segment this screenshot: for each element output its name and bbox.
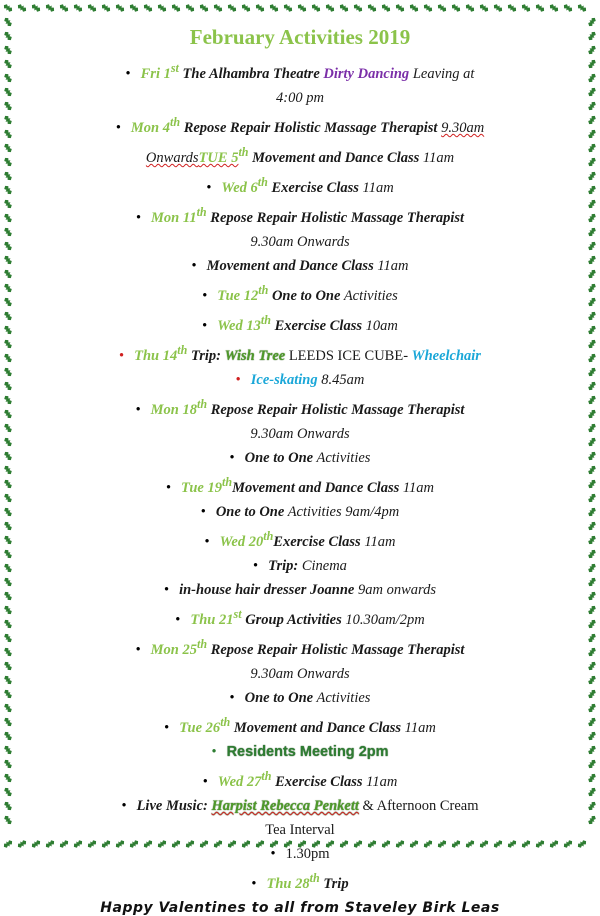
bullet-icon: • — [164, 581, 170, 598]
holly-leaf-icon — [587, 282, 598, 294]
holly-leaf-icon — [3, 170, 14, 182]
holly-leaf-icon — [587, 58, 598, 70]
holly-leaf-icon — [394, 3, 406, 14]
bullet-icon: • — [115, 119, 121, 136]
holly-leaf-icon — [587, 800, 598, 812]
page-title: February Activities 2019 — [189, 25, 411, 49]
holly-leaf-icon — [3, 114, 14, 126]
bullet-icon: • — [204, 533, 210, 550]
holly-leaf-icon — [3, 660, 14, 672]
holly-leaf-icon — [296, 3, 308, 14]
holly-leaf-icon — [587, 618, 598, 630]
bullet-icon: • — [165, 479, 172, 496]
holly-leaf-icon — [587, 786, 598, 798]
bullet-icon: • — [211, 743, 217, 760]
holly-leaf-icon — [587, 380, 598, 392]
holly-leaf-icon — [587, 590, 598, 602]
bullet-icon: • — [164, 719, 170, 736]
bullet-icon: • — [206, 179, 212, 196]
holly-leaf-icon — [338, 3, 350, 14]
list-item: 9.30am Onwards — [250, 233, 350, 250]
list-item: • One to One Activities — [229, 689, 371, 706]
holly-leaf-icon — [587, 86, 598, 98]
holly-leaf-icon — [587, 44, 598, 56]
holly-leaf-icon — [492, 3, 504, 14]
holly-leaf-icon — [587, 436, 598, 448]
holly-leaf-icon — [254, 3, 266, 14]
holly-leaf-icon — [156, 3, 168, 14]
bullet-icon: • — [229, 449, 235, 466]
holly-leaf-icon — [576, 839, 588, 850]
bullet-icon: • — [229, 689, 235, 706]
holly-leaf-icon — [3, 646, 14, 658]
holly-leaf-icon — [587, 688, 598, 700]
holly-leaf-icon — [3, 506, 14, 518]
list-item: • Wed 20thExercise Class 11am — [204, 528, 396, 550]
holly-leaf-icon — [587, 478, 598, 490]
bullet-icon: • — [135, 641, 141, 658]
holly-leaf-icon — [3, 674, 14, 686]
holly-leaf-icon — [282, 3, 294, 14]
holly-leaf-icon — [587, 632, 598, 644]
bullet-icon: • — [200, 503, 206, 520]
holly-leaf-icon — [587, 772, 598, 784]
holly-leaf-icon — [587, 730, 598, 742]
holly-leaf-icon — [587, 310, 598, 322]
list-item: • Wed 13th Exercise Class 10am — [202, 312, 398, 334]
list-item: • Tue 19thMovement and Dance Class 11am — [165, 474, 435, 496]
holly-leaf-icon — [3, 58, 14, 70]
holly-leaf-icon — [2, 3, 14, 14]
holly-leaf-icon — [587, 198, 598, 210]
list-item: 9.30am Onwards — [250, 425, 350, 442]
holly-leaf-icon — [3, 324, 14, 336]
holly-leaf-icon — [212, 3, 224, 14]
holly-leaf-icon — [587, 562, 598, 574]
bullet-icon: • — [119, 347, 125, 364]
holly-leaf-icon — [3, 352, 14, 364]
holly-leaf-icon — [464, 3, 476, 14]
holly-leaf-icon — [408, 3, 420, 14]
bullet-icon: • — [253, 557, 259, 574]
holly-leaf-icon — [3, 254, 14, 266]
holly-leaf-icon — [3, 86, 14, 98]
holly-leaf-icon — [3, 702, 14, 714]
holly-leaf-icon — [226, 3, 238, 14]
holly-leaf-icon — [324, 3, 336, 14]
holly-leaf-icon — [3, 478, 14, 490]
holly-leaf-icon — [3, 282, 14, 294]
list-item: • Thu 28th Trip — [251, 871, 349, 893]
holly-leaf-icon — [587, 548, 598, 560]
holly-leaf-icon — [86, 3, 98, 14]
bullet-icon: • — [135, 209, 142, 226]
holly-leaf-icon — [3, 520, 14, 532]
holly-leaf-icon — [3, 604, 14, 616]
list-item: • Trip: Cinema — [253, 557, 347, 574]
bullet-icon: • — [202, 773, 208, 790]
list-item: • Thu 14th Trip: Wish Tree LEEDS ICE CUBE- Wheelchair — [119, 342, 481, 364]
holly-leaf-icon — [310, 3, 322, 14]
list-item: • Ice-skating 8.45am — [235, 371, 365, 388]
holly-leaf-icon — [240, 3, 252, 14]
holly-leaf-icon — [548, 3, 560, 14]
list-item: • Residents Meeting 2pm — [211, 743, 389, 760]
holly-leaf-icon — [587, 576, 598, 588]
holly-leaf-icon — [587, 534, 598, 546]
bullet-icon: • — [251, 876, 257, 893]
holly-leaf-icon — [3, 156, 14, 168]
list-item: • Fri 1st The Alhambra Theatre Dirty Dancing Leaving at — [125, 61, 475, 82]
list-item: • Wed 27th Exercise Class 11am — [202, 769, 398, 790]
holly-leaf-icon — [128, 3, 140, 14]
holly-leaf-icon — [587, 324, 598, 336]
holly-leaf-icon — [587, 520, 598, 532]
holly-leaf-icon — [587, 492, 598, 504]
bullet-icon: • — [175, 611, 181, 628]
footer-message: Happy Valentines to all from Staveley Birk Leas — [100, 900, 500, 916]
list-item: • Mon 11th Repose Repair Holistic Massage Therapist — [135, 204, 465, 226]
holly-leaf-icon — [478, 3, 490, 14]
bullet-icon: • — [202, 317, 208, 334]
holly-leaf-icon — [587, 100, 598, 112]
holly-leaf-icon — [58, 3, 70, 14]
holly-leaf-icon — [114, 3, 126, 14]
holly-leaf-icon — [3, 338, 14, 350]
holly-leaf-icon — [587, 646, 598, 658]
list-item: • Mon 25th Repose Repair Holistic Massage Therapist — [135, 636, 465, 658]
holly-leaf-icon — [3, 436, 14, 448]
holly-leaf-icon — [366, 3, 378, 14]
holly-leaf-icon — [142, 3, 154, 14]
holly-leaf-icon — [587, 128, 598, 140]
holly-leaf-icon — [3, 198, 14, 210]
list-item: • Tue 12th One to One Activities — [202, 282, 398, 304]
holly-leaf-icon — [3, 30, 14, 42]
list-item: Tea Interval — [265, 822, 335, 839]
holly-leaf-icon — [3, 366, 14, 378]
bullet-icon: • — [135, 401, 141, 418]
holly-leaf-icon — [44, 3, 56, 14]
holly-leaf-icon — [16, 839, 28, 850]
holly-leaf-icon — [3, 310, 14, 322]
list-item: • Mon 18th Repose Repair Holistic Massage Therapist — [135, 396, 465, 418]
holly-leaf-icon — [587, 240, 598, 252]
holly-leaf-icon — [506, 3, 518, 14]
list-item: OnwardsTUE 5th Movement and Dance Class 11am — [145, 144, 455, 166]
activities-page — [30, 24, 570, 916]
holly-leaf-icon — [587, 184, 598, 196]
holly-leaf-icon — [534, 3, 546, 14]
list-item: • Mon 4th Repose Repair Holistic Massage Therapist 9.30am — [115, 115, 485, 136]
holly-leaf-icon — [562, 3, 574, 14]
holly-leaf-icon — [3, 800, 14, 812]
holly-leaf-icon — [3, 716, 14, 728]
holly-leaf-icon — [436, 3, 448, 14]
holly-leaf-icon — [587, 72, 598, 84]
holly-leaf-icon — [3, 128, 14, 140]
holly-leaf-icon — [198, 3, 210, 14]
holly-leaf-icon — [587, 716, 598, 728]
bullet-icon: • — [270, 846, 276, 863]
holly-leaf-icon — [3, 730, 14, 742]
bullet-icon: • — [202, 287, 208, 304]
list-item: • Live Music: Harpist Rebecca Penkett & Afternoon Cream — [121, 797, 479, 814]
list-item: • Thu 21st Group Activities 10.30am/2pm — [175, 606, 425, 628]
holly-leaf-icon — [16, 3, 28, 14]
holly-leaf-icon — [100, 3, 112, 14]
holly-leaf-icon — [587, 674, 598, 686]
holly-leaf-icon — [3, 758, 14, 770]
holly-leaf-icon — [587, 408, 598, 420]
holly-leaf-icon — [3, 450, 14, 462]
bullet-icon: • — [191, 257, 197, 274]
holly-leaf-icon — [587, 744, 598, 756]
holly-leaf-icon — [3, 688, 14, 700]
list-item: 9.30am Onwards — [250, 665, 350, 682]
holly-leaf-icon — [587, 660, 598, 672]
holly-leaf-icon — [587, 296, 598, 308]
holly-leaf-icon — [184, 3, 196, 14]
holly-leaf-icon — [587, 394, 598, 406]
holly-leaf-icon — [587, 268, 598, 280]
holly-leaf-icon — [520, 3, 532, 14]
holly-leaf-icon — [3, 408, 14, 420]
holly-leaf-icon — [3, 548, 14, 560]
bullet-icon: • — [125, 65, 131, 82]
holly-leaf-icon — [170, 3, 182, 14]
holly-leaf-icon — [3, 618, 14, 630]
list-item: • Tue 26th Movement and Dance Class 11am — [164, 715, 436, 736]
holly-leaf-icon — [587, 702, 598, 714]
holly-leaf-icon — [3, 534, 14, 546]
holly-leaf-icon — [3, 590, 14, 602]
holly-leaf-icon — [3, 240, 14, 252]
holly-leaf-icon — [450, 3, 462, 14]
holly-leaf-icon — [587, 814, 598, 826]
holly-leaf-icon — [3, 44, 14, 56]
holly-leaf-icon — [3, 422, 14, 434]
list-item: • in-house hair dresser Joanne 9am onwards — [164, 581, 436, 598]
holly-leaf-icon — [2, 839, 14, 850]
holly-leaf-icon — [587, 212, 598, 224]
holly-leaf-icon — [587, 114, 598, 126]
holly-leaf-icon — [576, 3, 588, 14]
holly-leaf-icon — [587, 338, 598, 350]
list-item: • One to One Activities — [229, 449, 371, 466]
holly-leaf-icon — [587, 422, 598, 434]
list-item: • Movement and Dance Class 11am — [191, 257, 409, 274]
list-item: • One to One Activities 9am/4pm — [200, 503, 400, 520]
list-item: 4:00 pm — [276, 89, 324, 106]
holly-leaf-icon — [422, 3, 434, 14]
holly-leaf-icon — [3, 492, 14, 504]
holly-leaf-icon — [587, 254, 598, 266]
holly-leaf-icon — [587, 170, 598, 182]
holly-leaf-icon — [587, 352, 598, 364]
holly-leaf-icon — [3, 16, 14, 28]
holly-leaf-icon — [587, 226, 598, 238]
holly-leaf-icon — [3, 786, 14, 798]
holly-leaf-icon — [268, 3, 280, 14]
holly-leaf-icon — [587, 464, 598, 476]
holly-leaf-icon — [3, 814, 14, 826]
holly-leaf-icon — [3, 142, 14, 154]
holly-leaf-icon — [3, 184, 14, 196]
holly-leaf-icon — [3, 744, 14, 756]
list-item: • 1.30pm — [270, 846, 330, 863]
list-item: • Wed 6th Exercise Class 11am — [206, 174, 394, 196]
holly-leaf-icon — [587, 450, 598, 462]
holly-leaf-icon — [3, 394, 14, 406]
holly-leaf-icon — [3, 212, 14, 224]
holly-leaf-icon — [587, 506, 598, 518]
holly-leaf-icon — [587, 16, 598, 28]
holly-leaf-icon — [352, 3, 364, 14]
bullet-icon: • — [121, 797, 127, 814]
holly-leaf-icon — [72, 3, 84, 14]
holly-leaf-icon — [587, 142, 598, 154]
holly-leaf-icon — [3, 380, 14, 392]
holly-leaf-icon — [3, 562, 14, 574]
holly-leaf-icon — [3, 268, 14, 280]
holly-leaf-icon — [3, 226, 14, 238]
bullet-icon: • — [235, 371, 241, 388]
holly-leaf-icon — [587, 758, 598, 770]
holly-leaf-icon — [587, 604, 598, 616]
holly-leaf-icon — [587, 30, 598, 42]
holly-leaf-icon — [3, 100, 14, 112]
holly-leaf-icon — [3, 772, 14, 784]
holly-leaf-icon — [3, 464, 14, 476]
holly-leaf-icon — [3, 576, 14, 588]
holly-leaf-icon — [587, 366, 598, 378]
holly-leaf-icon — [30, 3, 42, 14]
holly-leaf-icon — [3, 72, 14, 84]
holly-leaf-icon — [380, 3, 392, 14]
holly-leaf-icon — [3, 632, 14, 644]
holly-leaf-icon — [587, 156, 598, 168]
holly-leaf-icon — [3, 296, 14, 308]
